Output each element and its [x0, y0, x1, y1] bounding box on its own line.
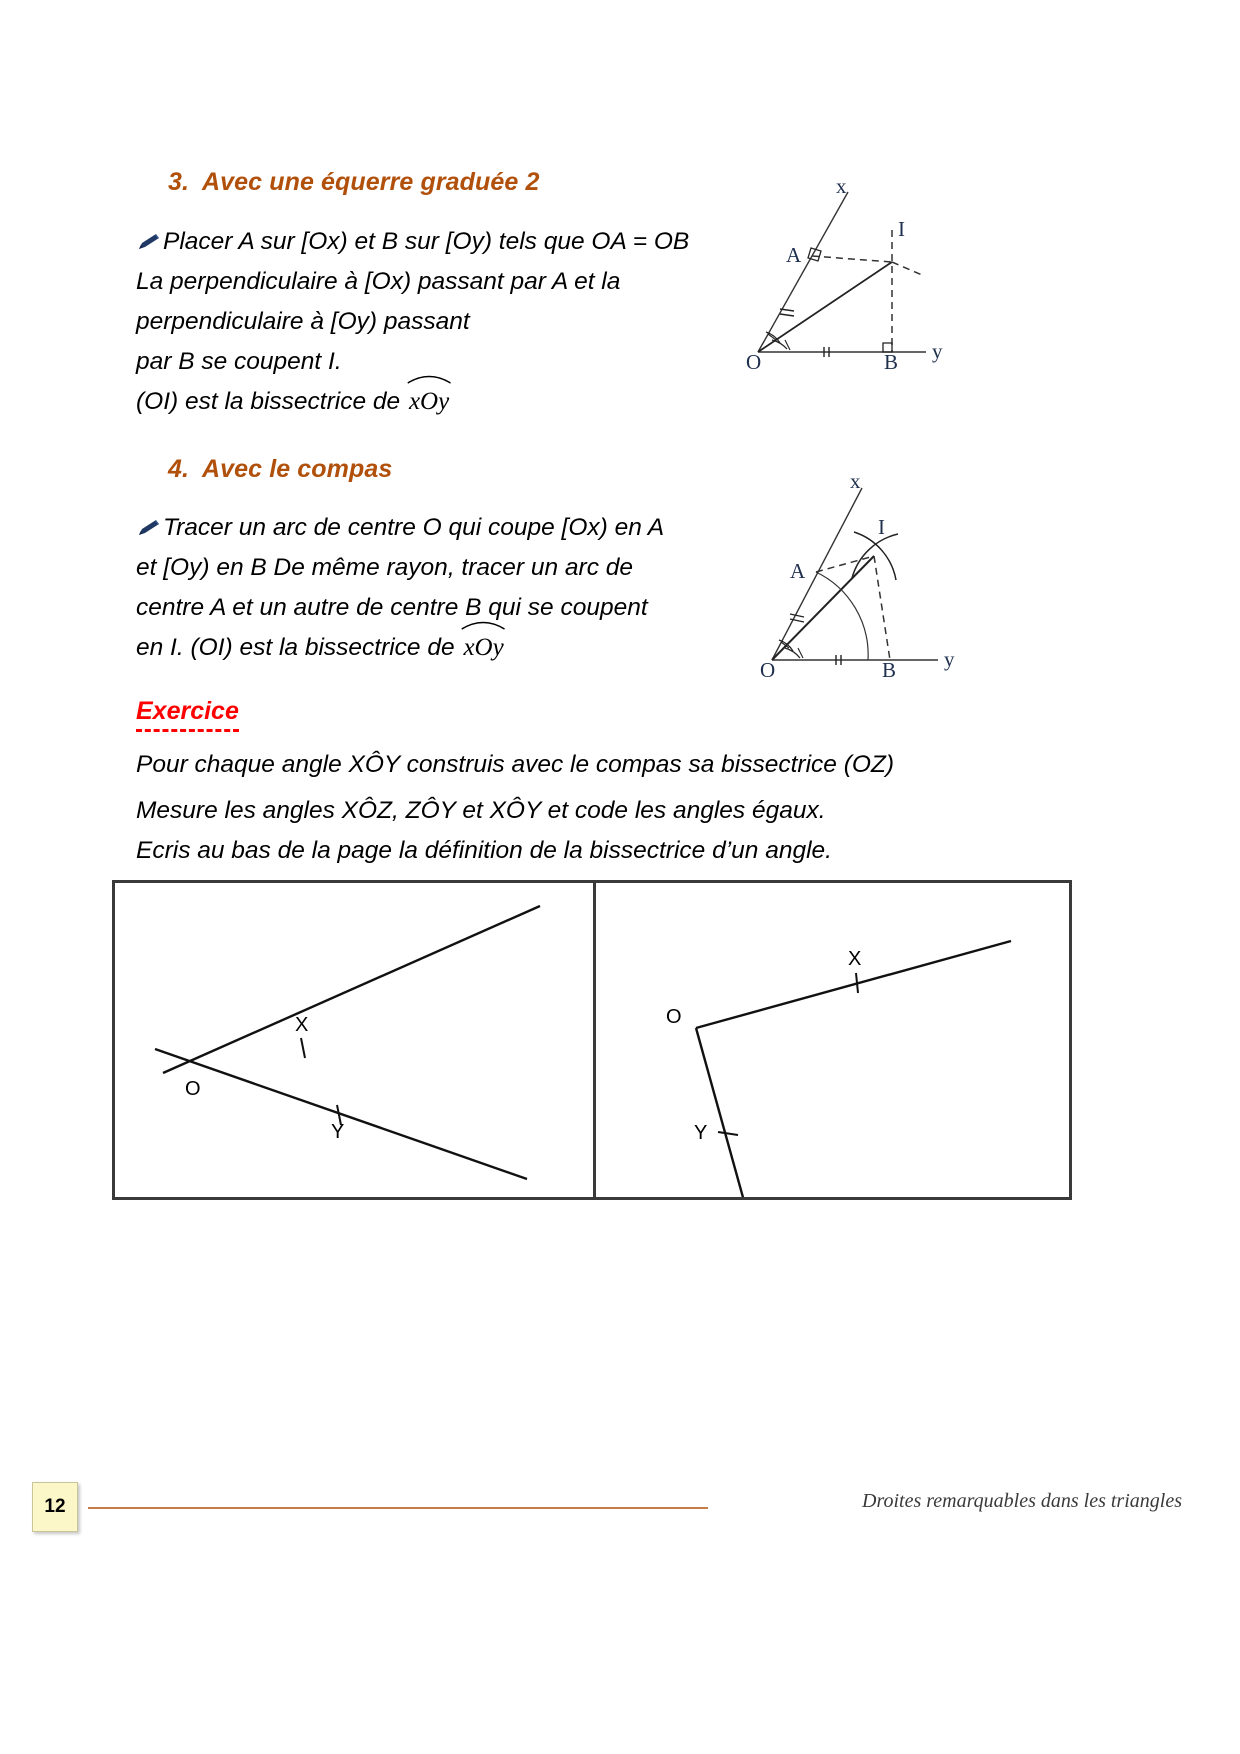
section-4-text-4: en I. (OI) est la bissectrice de: [136, 634, 462, 661]
equerre-diagram: [740, 180, 960, 375]
footer-title: Droites remarquables dans les triangles: [862, 1490, 1182, 1512]
label-B-1: B: [884, 350, 899, 370]
figure-left-label-Y: Y: [331, 1121, 345, 1143]
compas-diagram: [750, 472, 970, 687]
section-3-line-3: perpendiculaire à [Oy) passant: [136, 308, 470, 335]
footer-rule: [88, 1507, 708, 1509]
section-heading-3: [168, 168, 539, 197]
angle-notation-xoy-2: [461, 628, 505, 668]
exercise-instruction-1: Pour chaque angle XÔY construis avec le compas sa bissectrice (OZ): [136, 751, 895, 778]
angle-notation-text-1: xOy: [408, 388, 450, 415]
pen-icon: [136, 511, 162, 531]
label-I-1: I: [898, 217, 905, 241]
exercice-label: Exercice: [136, 697, 239, 732]
exercise-instruction-3: Ecris au bas de la page la définition de la bissectrice d’un angle.: [136, 837, 832, 864]
section-3-text-5: (OI) est la bissectrice de: [136, 388, 407, 415]
label-B-2: B: [882, 658, 897, 682]
section-number-3: 3.: [168, 168, 190, 196]
section-3-line-2: La perpendiculaire à [Ox) passant par A et la: [136, 268, 621, 295]
section-number-4: 4.: [168, 455, 190, 483]
angle-notation-xoy-1: [407, 382, 451, 422]
section-title-4: Avec le compas: [202, 455, 393, 483]
angle-arc-icon: [407, 373, 451, 384]
figure-right-label-Y: Y: [694, 1122, 708, 1144]
section-3-line-4: par B se coupent I.: [136, 348, 342, 375]
label-A-2: A: [790, 559, 806, 583]
figure-right: [596, 883, 1069, 1197]
label-x-1: x: [836, 180, 847, 198]
figure-left: [115, 883, 593, 1197]
section-title-3: Avec une équerre graduée 2: [202, 168, 540, 196]
section-3-body: [136, 222, 756, 422]
label-A-1: A: [786, 243, 802, 267]
label-O-2: O: [760, 658, 776, 682]
section-4-line-2: et [Oy) en B De même rayon, tracer un arc de: [136, 554, 634, 581]
label-y-2: y: [944, 647, 955, 671]
pen-icon: [136, 225, 162, 245]
angle-arc-icon: [461, 619, 505, 630]
section-3-line-5: [136, 382, 756, 422]
label-O-1: O: [746, 350, 762, 370]
page-number-text: 12: [44, 1496, 66, 1517]
label-y-1: y: [932, 339, 943, 363]
figure-right-label-O: O: [666, 1006, 682, 1028]
section-3-line-1: [136, 222, 756, 262]
figure-left-label-X: X: [295, 1014, 309, 1036]
section-4-line-3: centre A et un autre de centre B qui se coupent: [136, 594, 648, 621]
section-4-line-4: [136, 628, 756, 668]
angle-notation-text-2: xOy: [463, 634, 504, 661]
page-number-badge: [32, 1482, 78, 1532]
label-x-2: x: [850, 472, 861, 493]
label-I-2: I: [878, 515, 885, 539]
exercise-instructions-rest: [136, 791, 832, 871]
section-4-body: [136, 508, 756, 668]
section-3-text-1: Placer A sur [Ox) et B sur [Oy) tels que OA = OB: [163, 228, 690, 255]
section-heading-4: [168, 455, 392, 484]
figure-right-label-X: X: [848, 948, 862, 970]
figure-left-label-O: O: [185, 1078, 201, 1100]
exercise-instruction-2: Mesure les angles XÔZ, ZÔY et XÔY et code les angles égaux.: [136, 797, 826, 824]
section-4-line-1: [136, 508, 756, 548]
section-4-text-1: Tracer un arc de centre O qui coupe [Ox) en A: [163, 514, 665, 541]
exercise-figures-frame: [112, 880, 1072, 1200]
